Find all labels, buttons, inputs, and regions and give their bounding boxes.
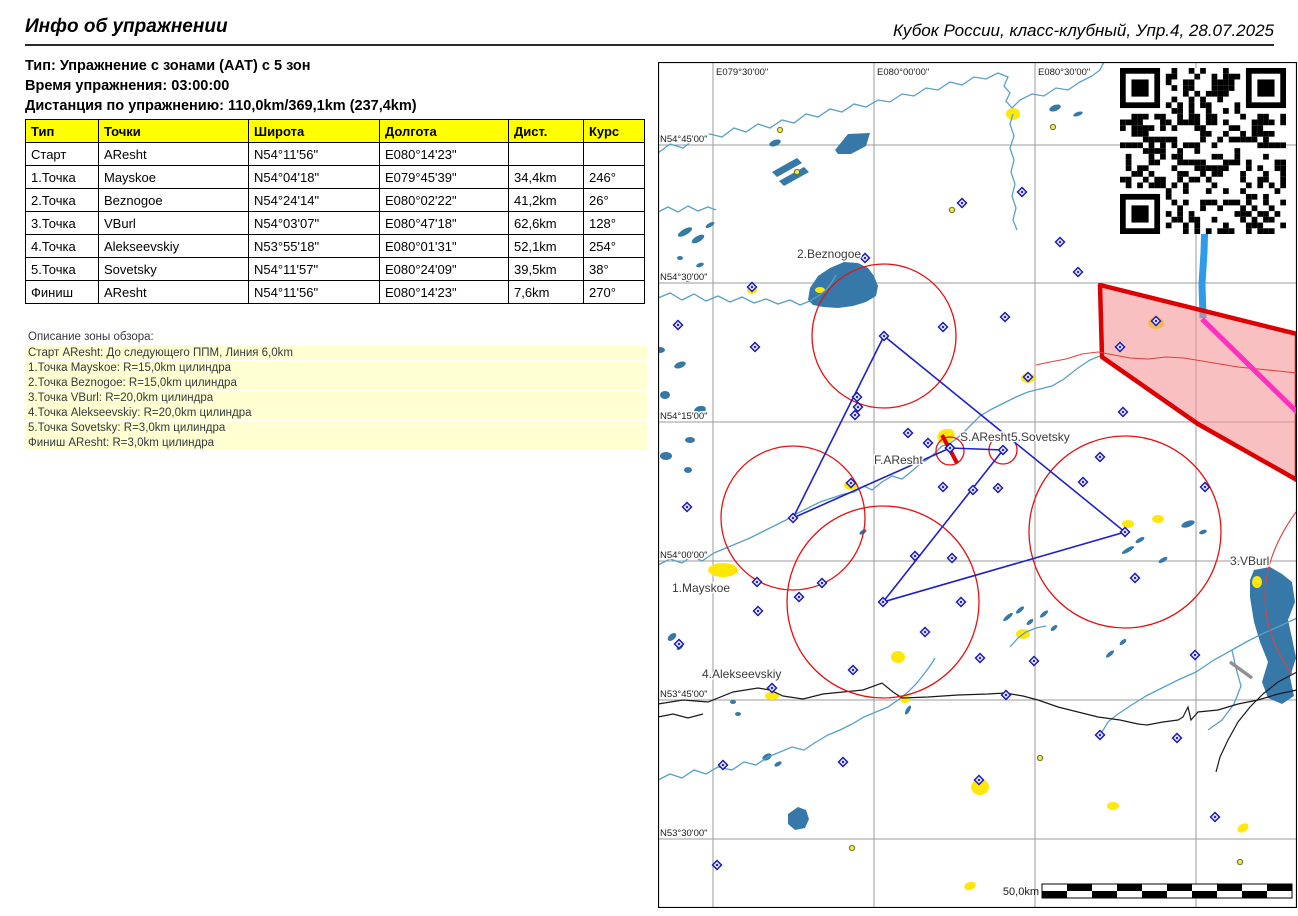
latitude-label: N54°15'00" xyxy=(660,411,708,422)
table-cell: AResht xyxy=(99,281,249,304)
table-cell: Alekseevskiy xyxy=(99,235,249,258)
latitude-label: N53°45'00" xyxy=(660,689,708,700)
task-type-line: Тип: Упражнение с зонами (ААТ) с 5 зон xyxy=(25,58,311,74)
table-cell: N54°11'56" xyxy=(249,143,380,166)
table-row xyxy=(26,235,645,258)
zone-description-line: 1.Точка Mayskoe: R=15,0km цилиндра xyxy=(25,361,647,375)
table-cell: N53°55'18" xyxy=(249,235,380,258)
scale-bar xyxy=(1003,884,1292,898)
longitude-label: E080°30'00" xyxy=(1038,67,1091,78)
table-cell: 41,2km xyxy=(509,189,584,212)
task-map xyxy=(658,62,1297,908)
table-cell: 3.Точка xyxy=(26,212,99,235)
latitude-label: N54°30'00" xyxy=(660,272,708,283)
latitude-label: N53°30'00" xyxy=(660,828,708,839)
table-cell: 4.Точка xyxy=(26,235,99,258)
waypoint-label: 3.VBurl xyxy=(1230,554,1270,568)
task-time-line: Время упражнения: 03:00:00 xyxy=(25,78,230,94)
table-cell: 254° xyxy=(584,235,645,258)
table-cell: E080°14'23" xyxy=(380,281,509,304)
waypoint-label: 1.Mayskoe xyxy=(672,581,731,595)
table-row xyxy=(26,143,645,166)
zone-description-line: 4.Точка Alekseevskiy: R=20,0km цилиндра xyxy=(25,406,647,420)
zone-description-line: 5.Точка Sovetsky: R=3,0km цилиндра xyxy=(25,421,647,435)
table-header-cell: Курс xyxy=(584,120,645,143)
table-cell: E080°01'31" xyxy=(380,235,509,258)
table-cell: 270° xyxy=(584,281,645,304)
table-cell: 39,5km xyxy=(509,258,584,281)
table-cell: 52,1km xyxy=(509,235,584,258)
table-cell: 38° xyxy=(584,258,645,281)
table-cell: VBurl xyxy=(99,212,249,235)
waypoint-table xyxy=(25,119,645,304)
table-cell: 1.Точка xyxy=(26,166,99,189)
zone-description-line: 2.Точка Beznogoe: R=15,0km цилиндра xyxy=(25,376,647,390)
table-row xyxy=(26,281,645,304)
table-cell: E080°02'22" xyxy=(380,189,509,212)
task-distance-line: Дистанция по упражнению: 110,0km/369,1km (237,4km) xyxy=(25,98,417,114)
table-header-cell: Тип xyxy=(26,120,99,143)
table-row xyxy=(26,258,645,281)
table-row xyxy=(26,212,645,235)
table-cell: AResht xyxy=(99,143,249,166)
table-cell: E080°14'23" xyxy=(380,143,509,166)
waypoint-label: 4.Alekseevskiy xyxy=(702,667,782,681)
competition-header: Кубок России, класс-клубный, Упр.4, 28.07.2025 xyxy=(893,21,1274,40)
table-header-cell: Широта xyxy=(249,120,380,143)
table-cell xyxy=(584,143,645,166)
waypoint-label: S.AResht xyxy=(960,430,1011,444)
table-cell: 34,4km xyxy=(509,166,584,189)
table-cell: Mayskoe xyxy=(99,166,249,189)
waypoint-label: F.AResht xyxy=(874,453,923,467)
table-cell: 2.Точка xyxy=(26,189,99,212)
major-river xyxy=(1202,220,1205,318)
table-cell: 246° xyxy=(584,166,645,189)
table-row xyxy=(26,189,645,212)
table-header-cell: Точки xyxy=(99,120,249,143)
table-cell: 128° xyxy=(584,212,645,235)
table-cell: Старт xyxy=(26,143,99,166)
table-cell: 26° xyxy=(584,189,645,212)
qr-code xyxy=(1120,68,1286,234)
table-cell: 7,6km xyxy=(509,281,584,304)
table-cell xyxy=(509,143,584,166)
table-header-cell: Дист. xyxy=(509,120,584,143)
table-row xyxy=(26,166,645,189)
table-cell: 62,6km xyxy=(509,212,584,235)
longitude-label: E079°30'00" xyxy=(716,67,769,78)
latitude-label: N54°45'00" xyxy=(660,134,708,145)
table-cell: N54°11'56" xyxy=(249,281,380,304)
zone-description-line: Финиш AResht: R=3,0km цилиндра xyxy=(25,436,647,450)
table-cell: Sovetsky xyxy=(99,258,249,281)
longitude-label: E080°00'00" xyxy=(877,67,930,78)
table-cell: N54°04'18" xyxy=(249,166,380,189)
table-cell: N54°11'57" xyxy=(249,258,380,281)
header-rule xyxy=(25,44,1274,46)
zone-description-line: Старт AResht: До следующего ППМ, Линия 6,0km xyxy=(25,346,647,360)
map-canvas xyxy=(658,62,1297,908)
waypoint-table-header xyxy=(26,120,645,143)
latitude-label: N54°00'00" xyxy=(660,550,708,561)
table-cell: E080°24'09" xyxy=(380,258,509,281)
table-cell: Beznogoe xyxy=(99,189,249,212)
zone-descriptions-title: Описание зоны обзора: xyxy=(28,331,154,343)
table-cell: 5.Точка xyxy=(26,258,99,281)
page-title: Инфо об упражнении xyxy=(25,16,228,37)
table-cell: N54°03'07" xyxy=(249,212,380,235)
table-cell: E080°47'18" xyxy=(380,212,509,235)
scale-label: 50,0km xyxy=(1002,886,1039,898)
table-cell: E079°45'39" xyxy=(380,166,509,189)
zone-description-line: 3.Точка VBurl: R=20,0km цилиндра xyxy=(25,391,647,405)
waypoint-label: 5.Sovetsky xyxy=(1011,430,1070,444)
zone-descriptions xyxy=(25,330,665,451)
table-header-cell: Долгота xyxy=(380,120,509,143)
table-cell: Финиш xyxy=(26,281,99,304)
table-cell: N54°24'14" xyxy=(249,189,380,212)
waypoint-label: 2.Beznogoe xyxy=(797,247,862,261)
